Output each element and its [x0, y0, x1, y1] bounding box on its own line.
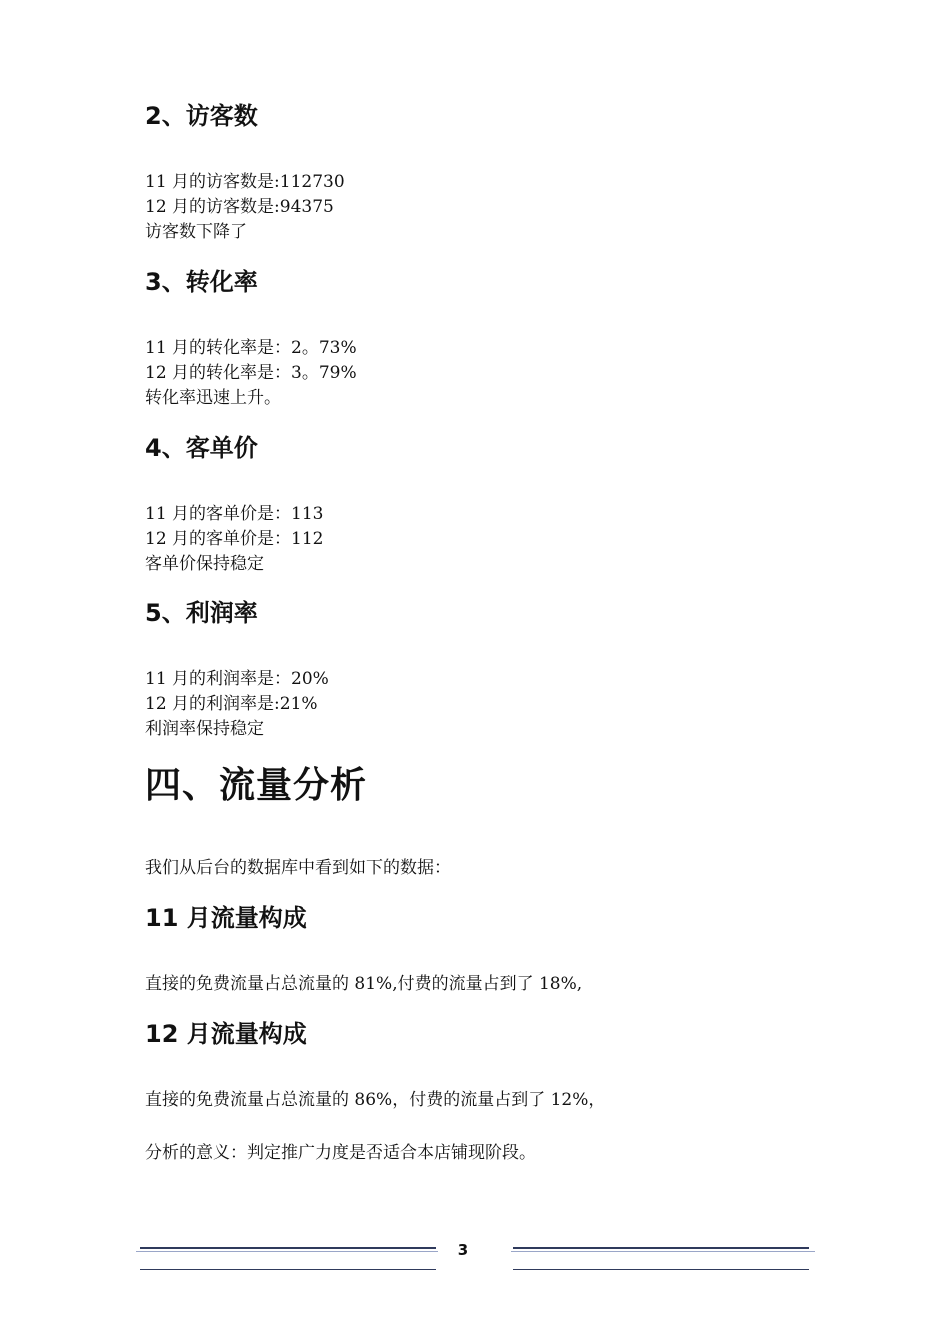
- profit-conclusion: 利润率保持稳定: [145, 719, 264, 739]
- visitors-november: 11 月的访客数是:112730: [145, 172, 345, 192]
- unit-price-conclusion: 客单价保持稳定: [145, 554, 264, 574]
- footer-rule-right-top: [513, 1247, 809, 1249]
- heading-december-traffic: 12 月流量构成: [145, 1020, 307, 1048]
- traffic-intro: 我们从后台的数据库中看到如下的数据：: [145, 858, 451, 878]
- heading-profit: 5、利润率: [145, 599, 258, 627]
- visitors-december: 12 月的访客数是:94375: [145, 197, 334, 217]
- heading-unit-price: 4、客单价: [145, 434, 258, 462]
- footer-rule-left-bottom: [140, 1269, 436, 1270]
- page-number: 3: [457, 1241, 469, 1259]
- heading-november-traffic: 11 月流量构成: [145, 904, 307, 932]
- analysis-meaning: 分析的意义：判定推广力度是否适合本店铺现阶段。: [145, 1143, 536, 1163]
- unit-price-november: 11 月的客单价是：113: [145, 504, 324, 524]
- unit-price-december: 12 月的客单价是：112: [145, 529, 324, 549]
- footer-rule-left-shadow: [136, 1251, 438, 1252]
- heading-visitors: 2、访客数: [145, 102, 258, 130]
- heading-conversion: 3、转化率: [145, 268, 258, 296]
- november-traffic-text: 直接的免费流量占总流量的 81%,付费的流量占到了 18%,: [145, 974, 583, 994]
- conversion-november: 11 月的转化率是：2。73%: [145, 338, 357, 358]
- visitors-conclusion: 访客数下降了: [145, 222, 247, 242]
- chapter-title-traffic: 四、流量分析: [145, 765, 368, 806]
- conversion-conclusion: 转化率迅速上升。: [145, 388, 281, 408]
- footer-rule-left-top: [140, 1247, 436, 1249]
- december-traffic-text: 直接的免费流量占总流量的 86%，付费的流量占到了 12%，: [145, 1090, 606, 1110]
- profit-december: 12 月的利润率是:21%: [145, 694, 318, 714]
- profit-november: 11 月的利润率是：20%: [145, 669, 329, 689]
- footer-rule-right-bottom: [513, 1269, 809, 1270]
- footer-rule-right-shadow: [511, 1251, 815, 1252]
- conversion-december: 12 月的转化率是：3。79%: [145, 363, 357, 383]
